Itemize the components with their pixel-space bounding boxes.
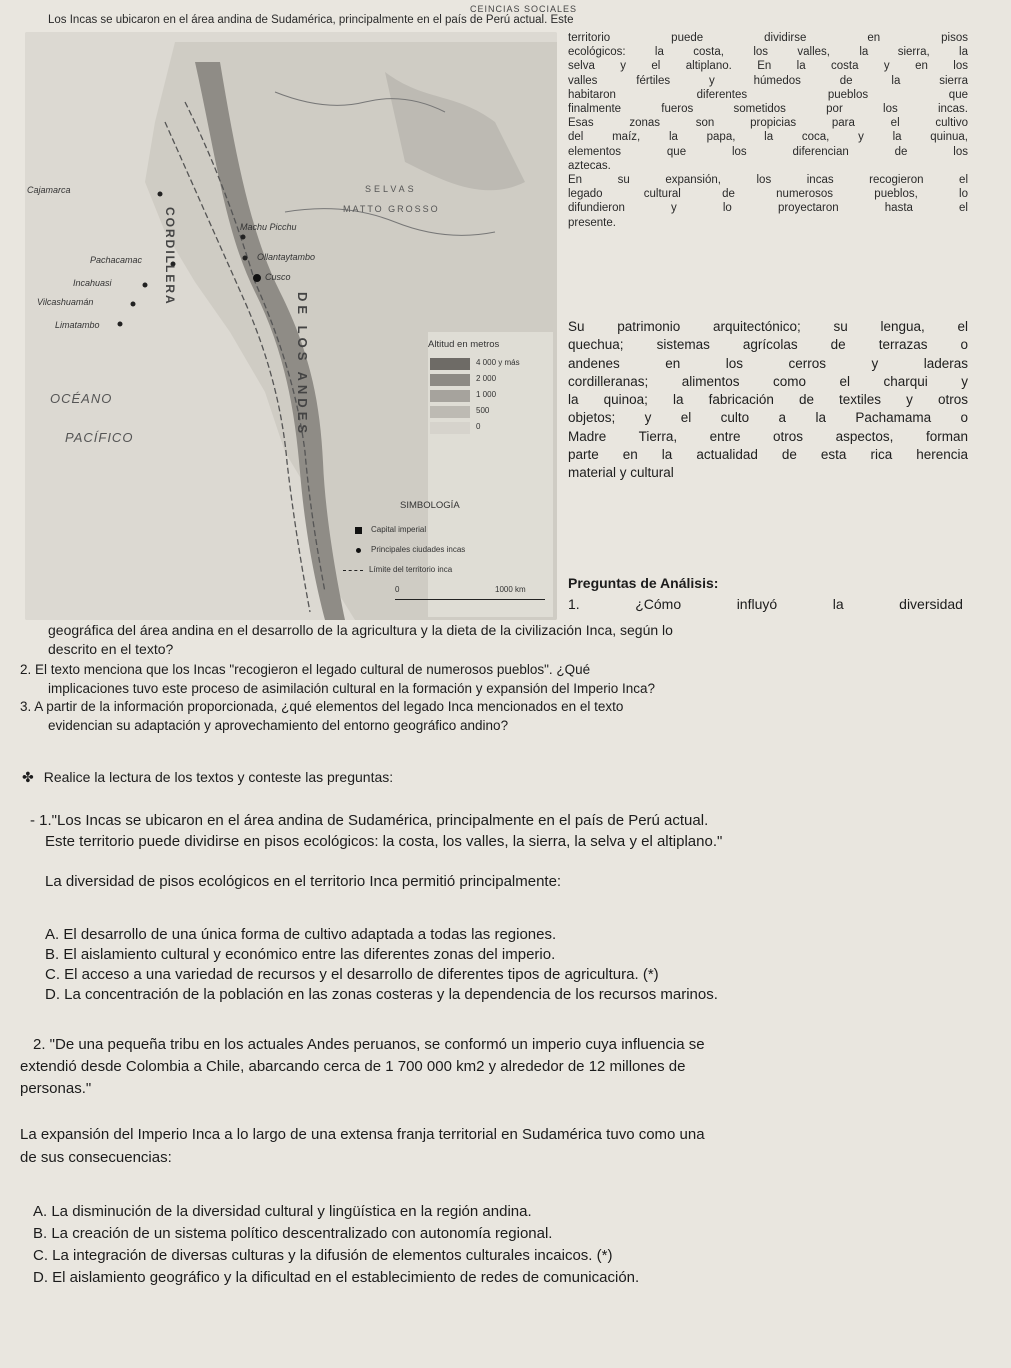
text-line: presente. — [568, 216, 616, 229]
text-line: Esas zonas son propicias para el cultivo — [568, 117, 968, 130]
word: 1. — [568, 596, 580, 612]
altitude-swatch — [430, 390, 470, 402]
scale-label: 1000 km — [495, 585, 526, 594]
map-label-cusco: Cusco — [265, 272, 291, 282]
intro-column-text — [568, 31, 968, 230]
text-line: material y cultural — [568, 465, 674, 481]
symbology-title: SIMBOLOGÍA — [400, 500, 460, 511]
altitude-label: 4 000 y más — [476, 358, 520, 367]
text-line: la quinoa; la fabricación de textiles y otros — [568, 392, 968, 408]
text-line: ecológicos: la costa, los valles, la sierra, la — [568, 46, 968, 59]
map-label-de-los-andes: DE LOS ANDES — [295, 292, 310, 438]
altitude-row — [430, 356, 550, 372]
city-marker-cajamarca — [158, 192, 163, 197]
symbology-boundary — [343, 564, 553, 584]
altitude-row — [430, 388, 550, 404]
text-line: habitaron diferentes pueblos que — [568, 88, 968, 101]
question-2-quote-line2: extendió desde Colombia a Chile, abarcando cerca de 1 700 000 km2 y alrededor de 12 millones de — [20, 1058, 686, 1075]
analysis-question-1-line3: descrito en el texto? — [48, 641, 174, 657]
question-2-option-a[interactable]: A. La disminución de la diversidad cultural y lingüística en la región andina. — [33, 1203, 532, 1220]
altitude-label: 1 000 — [476, 390, 497, 399]
city-marker-vilcashuaman — [131, 302, 136, 307]
map-label-matto-grosso: MATTO GROSSO — [343, 204, 440, 214]
altitude-row — [430, 420, 550, 436]
question-1-quote-line1 — [30, 811, 708, 832]
intro-text-line: Los Incas se ubicaron en el área andina de Sudamérica, principalmente en el país de Perú actual. Este — [48, 14, 574, 26]
map-label-cajamarca: Cajamarca — [27, 185, 71, 195]
question-1-option-a[interactable]: A. El desarrollo de una única forma de cultivo adaptada a todas las regiones. — [45, 926, 557, 943]
question-1-quote-line2: Este territorio puede dividirse en pisos ecológicos: la costa, los valles, la sierra, la selva y el altiplano." — [45, 833, 723, 850]
question-2-quote-line1: 2. "De una pequeña tribu en los actuales Andes peruanos, se conformó un imperio cuya influencia se — [33, 1036, 705, 1053]
symbology-label: Límite del territorio inca — [369, 565, 453, 574]
map-label-pachacamac: Pachacamac — [90, 255, 143, 265]
analysis-question-2-line1: 2. El texto menciona que los Incas "recogieron el legado cultural de numerosos pueblos". ¿Qué — [20, 662, 591, 677]
analysis-question-3-line2: evidencian su adaptación y aprovechamiento del entorno geográfico andino? — [48, 718, 509, 733]
analysis-questions-title: Preguntas de Análisis: — [568, 575, 719, 591]
scale-zero-label: 0 — [395, 585, 400, 594]
instruction-text: Realice la lectura de los textos y conteste las preguntas: — [43, 769, 394, 785]
inca-empire-map — [25, 32, 557, 620]
reading-instruction — [22, 769, 393, 786]
altitude-label: 500 — [476, 406, 490, 415]
city-marker-ollantaytambo — [243, 256, 248, 261]
city-marker-limatambo — [118, 322, 123, 327]
analysis-question-2-line2: implicaciones tuvo este proceso de asimilación cultural en la formación y expansión del Imperio Inca? — [48, 681, 656, 696]
altitude-swatch — [430, 422, 470, 434]
word: influyó — [736, 596, 778, 612]
question-2-stem-line1: La expansión del Imperio Inca a lo largo de una extensa franja territorial en Sudamérica tuvo como una — [20, 1126, 705, 1143]
text-line: valles fértiles y húmedos de la sierra — [568, 74, 968, 87]
question-2-option-d[interactable]: D. El aislamiento geográfico y la dificultad en el establecimiento de redes de comunicación. — [33, 1269, 640, 1286]
text-line: aztecas. — [568, 159, 611, 172]
city-marker-incahuasi — [143, 283, 148, 288]
map-label-vilcashuaman: Vilcashuamán — [37, 297, 94, 307]
text-line: objetos; y el culto a la Pachamama o — [568, 410, 968, 426]
capital-marker-cusco — [253, 274, 261, 282]
altitude-row — [430, 372, 550, 388]
text-line: del maíz, la papa, la coca, y la quinua, — [568, 131, 968, 144]
symbology-cities — [355, 544, 555, 564]
analysis-question-1-line1 — [568, 596, 963, 612]
text-line: quechua; sistemas agrícolas de terrazas o — [568, 337, 968, 353]
altitude-swatch — [430, 374, 470, 386]
question-1-stem: La diversidad de pisos ecológicos en el territorio Inca permitió principalmente: — [45, 873, 562, 890]
heritage-column-text — [568, 318, 968, 483]
map-label-selvas: SELVAS — [365, 184, 417, 194]
analysis-question-1-line2: geográfica del área andina en el desarrollo de la agricultura y la dieta de la civilización Inca, según lo — [48, 622, 673, 638]
word: la — [832, 596, 844, 612]
altitude-label: 0 — [476, 422, 481, 431]
question-2-option-c[interactable]: C. La integración de diversas culturas y la difusión de elementos culturales incaicos. (*) — [33, 1247, 613, 1264]
quote-text: 1."Los Incas se ubicaron en el área andina de Sudamérica, principalmente en el país de Perú actual. — [39, 812, 709, 829]
page-header-subject: CEINCIAS SOCIALES — [470, 4, 578, 14]
text-line: difundieron y lo proyectaron hasta el — [568, 202, 968, 215]
map-label-ocean: OCÉANO — [50, 391, 113, 406]
question-1-option-d[interactable]: D. La concentración de la población en las zonas costeras y la dependencia de los recursos marinos. — [45, 986, 718, 1003]
text-line: Su patrimonio arquitectónico; su lengua, el — [568, 319, 968, 334]
question-2-stem-line2: de sus consecuencias: — [20, 1149, 172, 1166]
map-scale-bar — [395, 585, 550, 605]
question-1-option-b[interactable]: B. El aislamiento cultural y económico entre las diferentes zonas del imperio. — [45, 946, 556, 963]
diamond-bullet-icon: ✤ — [22, 769, 34, 785]
text-line: elementos que los diferencian de los — [568, 145, 968, 158]
altitude-row — [430, 404, 550, 420]
question-2-quote-line3: personas." — [20, 1080, 92, 1097]
map-label-incahuasi: Incahuasi — [73, 278, 112, 288]
city-marker-machu-picchu — [241, 235, 246, 240]
altitude-swatch — [430, 358, 470, 370]
word: ¿Cómo — [635, 596, 682, 612]
map-label-cordillera: CORDILLERA — [163, 207, 177, 306]
altitude-label: 2 000 — [476, 374, 497, 383]
scale-line — [395, 599, 545, 600]
text-line: cordilleranas; alimentos como el charqui y — [568, 373, 968, 389]
symbology-label: Capital imperial — [371, 525, 427, 534]
text-line: Madre Tierra, entre otros aspectos, forman — [568, 428, 968, 444]
altitude-legend-title: Altitud en metros — [428, 339, 500, 350]
map-label-ollantaytambo: Ollantaytambo — [257, 252, 316, 262]
map-label-machu-picchu: Machu Picchu — [240, 222, 297, 232]
dash-marker: - — [30, 812, 35, 829]
altitude-legend — [430, 356, 550, 436]
text-line: territorio puede dividirse en pisos — [568, 32, 968, 44]
question-1-option-c[interactable]: C. El acceso a una variedad de recursos y el desarrollo de diferentes tipos de agricultura. (*) — [45, 966, 659, 983]
analysis-question-3-line1: 3. A partir de la información proporcionada, ¿qué elementos del legado Inca mencionados en el texto — [20, 699, 624, 714]
text-line: finalmente fueros sometidos por los incas. — [568, 103, 968, 116]
boundary-symbol-icon — [343, 570, 363, 571]
city-symbol-icon — [356, 548, 361, 553]
capital-symbol-icon — [355, 527, 362, 534]
altitude-swatch — [430, 406, 470, 418]
text-line: En su expansión, los incas recogieron el — [568, 174, 968, 187]
question-2-option-b[interactable]: B. La creación de un sistema político descentralizado con autonomía regional. — [33, 1225, 553, 1242]
text-line: andenes en los cerros y laderas — [568, 355, 968, 371]
symbology-label: Principales ciudades incas — [371, 545, 466, 554]
word: diversidad — [899, 596, 963, 612]
map-label-pacific: PACÍFICO — [65, 430, 134, 445]
map-label-limatambo: Limatambo — [55, 320, 100, 330]
text-line: selva y el altiplano. En la costa y en los — [568, 60, 968, 73]
text-line: legado cultural de numerosos pueblos, lo — [568, 188, 968, 201]
text-line: parte en la actualidad de esta rica herencia — [568, 447, 968, 463]
symbology-capital — [355, 524, 555, 544]
